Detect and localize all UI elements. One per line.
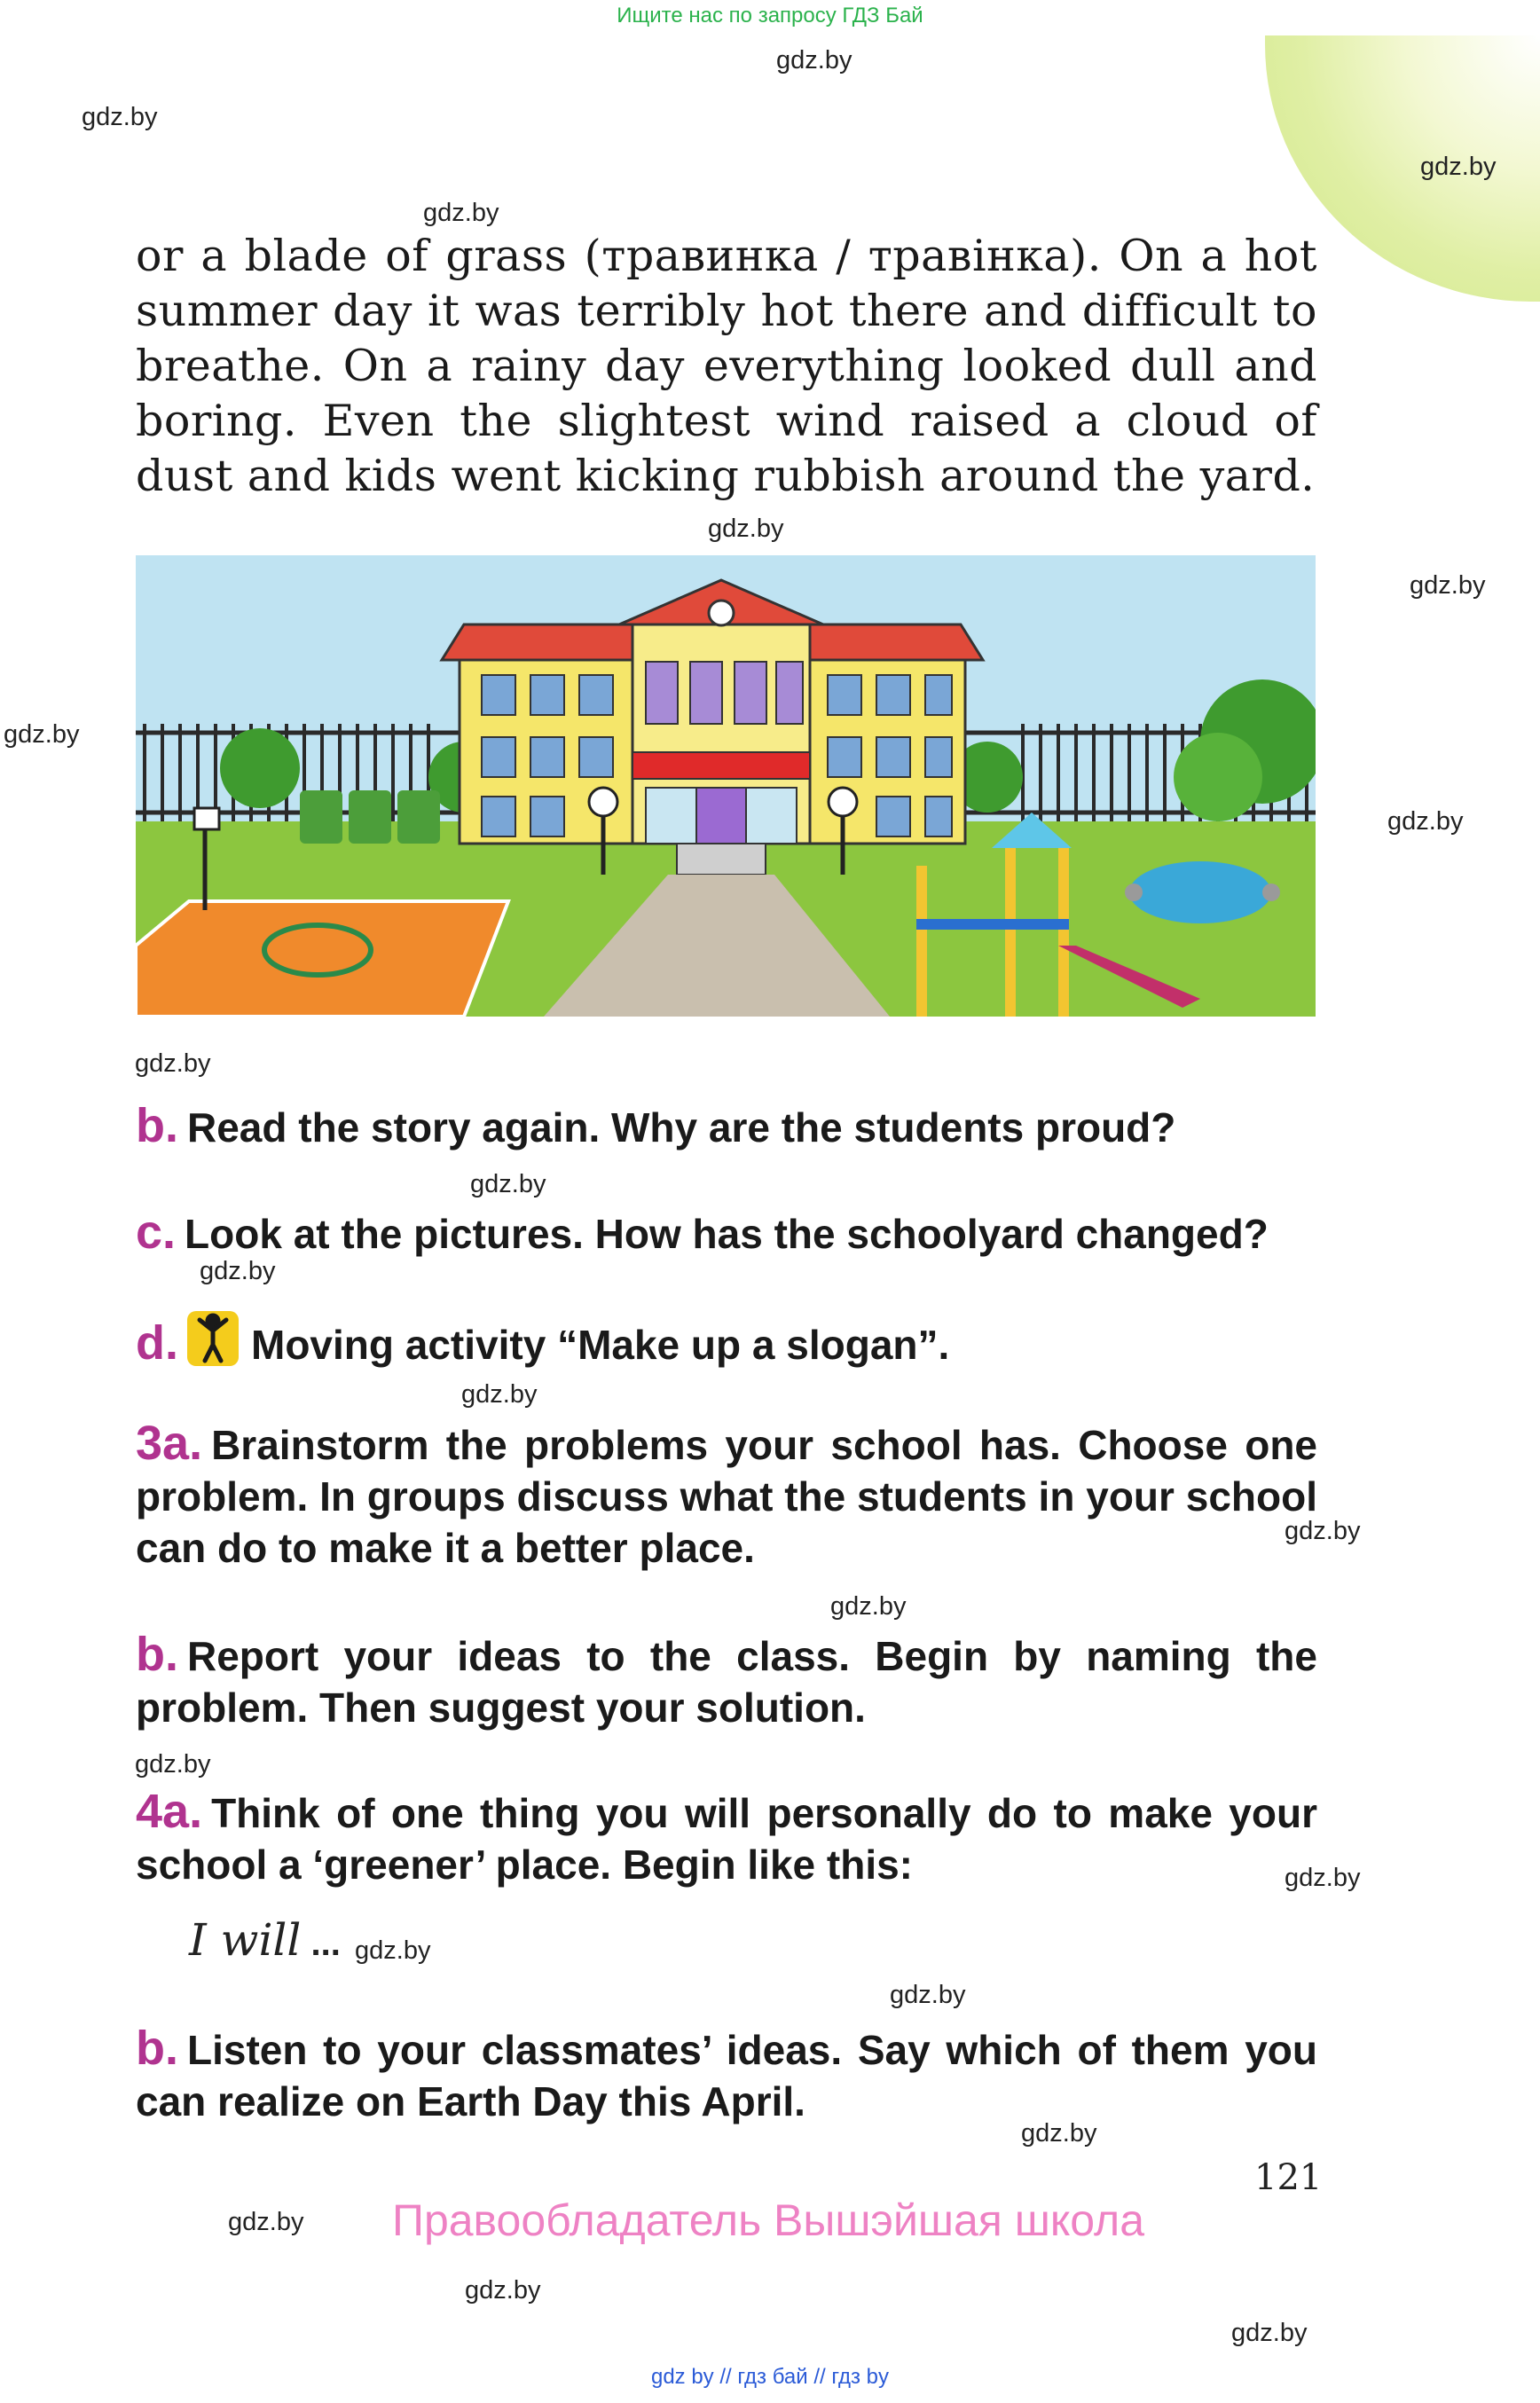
task-label: 3a. <box>136 1417 203 1470</box>
task-label: b. <box>136 1628 178 1681</box>
watermark: gdz.by <box>465 2276 541 2305</box>
watermark: gdz.by <box>1387 807 1464 836</box>
watermark: gdz.by <box>1420 153 1497 181</box>
example-phrase <box>189 1914 341 1966</box>
watermark: gdz.by <box>890 1981 966 2009</box>
moving-activity-icon <box>187 1311 239 1366</box>
task-text: Listen to your classmates’ ideas. Say which of them you can realize on Earth Day this April. <box>136 2027 1317 2124</box>
task-label: b. <box>136 2022 178 2075</box>
task-label: d. <box>136 1316 178 1370</box>
task-1c <box>136 1206 1317 1260</box>
task-text: Look at the pictures. How has the schoolyard changed? <box>185 1211 1269 1257</box>
watermark: gdz.by <box>355 1936 431 1965</box>
task-text: Brainstorm the problems your school has. Choose one problem. In groups discuss what the students in your school can do to make it a better place. <box>136 1422 1317 1571</box>
task-1d <box>136 1311 1317 1370</box>
watermark: gdz.by <box>1231 2319 1308 2347</box>
task-label: b. <box>136 1099 178 1152</box>
schoolyard-illustration <box>136 555 1316 1017</box>
page-number: 121 <box>1254 2157 1323 2198</box>
task-4b <box>136 2022 1317 2127</box>
footer-links[interactable]: gdz by // гдз бай // гдз by <box>650 2365 890 2389</box>
watermark: gdz.by <box>135 1049 211 1078</box>
watermark: gdz.by <box>82 103 158 131</box>
task-4a <box>136 1786 1317 1890</box>
task-text: Think of one thing you will personally do to make your school a ‘greener’ place. Begin like this: <box>136 1790 1317 1888</box>
watermark: gdz.by <box>4 720 80 749</box>
example-italic: I will <box>189 1914 302 1966</box>
task-1b <box>136 1100 1317 1153</box>
watermark: gdz.by <box>1021 2119 1097 2148</box>
rights-holder: Правообладатель Вышэйшая школа <box>392 2195 1144 2245</box>
watermark: gdz.by <box>461 1380 538 1409</box>
task-label: c. <box>136 1205 177 1259</box>
watermark: gdz.by <box>200 1257 276 1285</box>
task-text: Moving activity “Make up a slogan”. <box>251 1322 950 1368</box>
example-ellipsis: ... <box>301 1924 341 1963</box>
watermark: gdz.by <box>1285 1864 1361 1892</box>
task-3b <box>136 1629 1317 1733</box>
task-text: Report your ideas to the class. Begin by naming the problem. Then suggest your solution. <box>136 1633 1317 1731</box>
top-banner[interactable]: Ищите нас по запросу ГДЗ Бай <box>617 4 923 27</box>
task-text: Read the story again. Why are the students proud? <box>187 1104 1176 1150</box>
watermark: gdz.by <box>1410 571 1486 600</box>
watermark: gdz.by <box>830 1592 907 1621</box>
watermark: gdz.by <box>708 514 784 543</box>
watermark: gdz.by <box>135 1750 211 1779</box>
watermark: gdz.by <box>470 1170 546 1198</box>
task-3a <box>136 1417 1317 1574</box>
watermark: gdz.by <box>423 199 499 227</box>
task-label: 4a. <box>136 1785 203 1838</box>
watermark: gdz.by <box>776 46 852 75</box>
story-paragraph: or a blade of grass (травинка / травінка). On a hot summer day it was terribly hot there and difficult to breathe. On a rainy day everything looked dull and boring. Even the slightest wind raised a cloud of dust and kids went kicking rubbish around the yard. <box>136 231 1317 501</box>
watermark: gdz.by <box>228 2208 304 2236</box>
watermark: gdz.by <box>1285 1517 1361 1545</box>
